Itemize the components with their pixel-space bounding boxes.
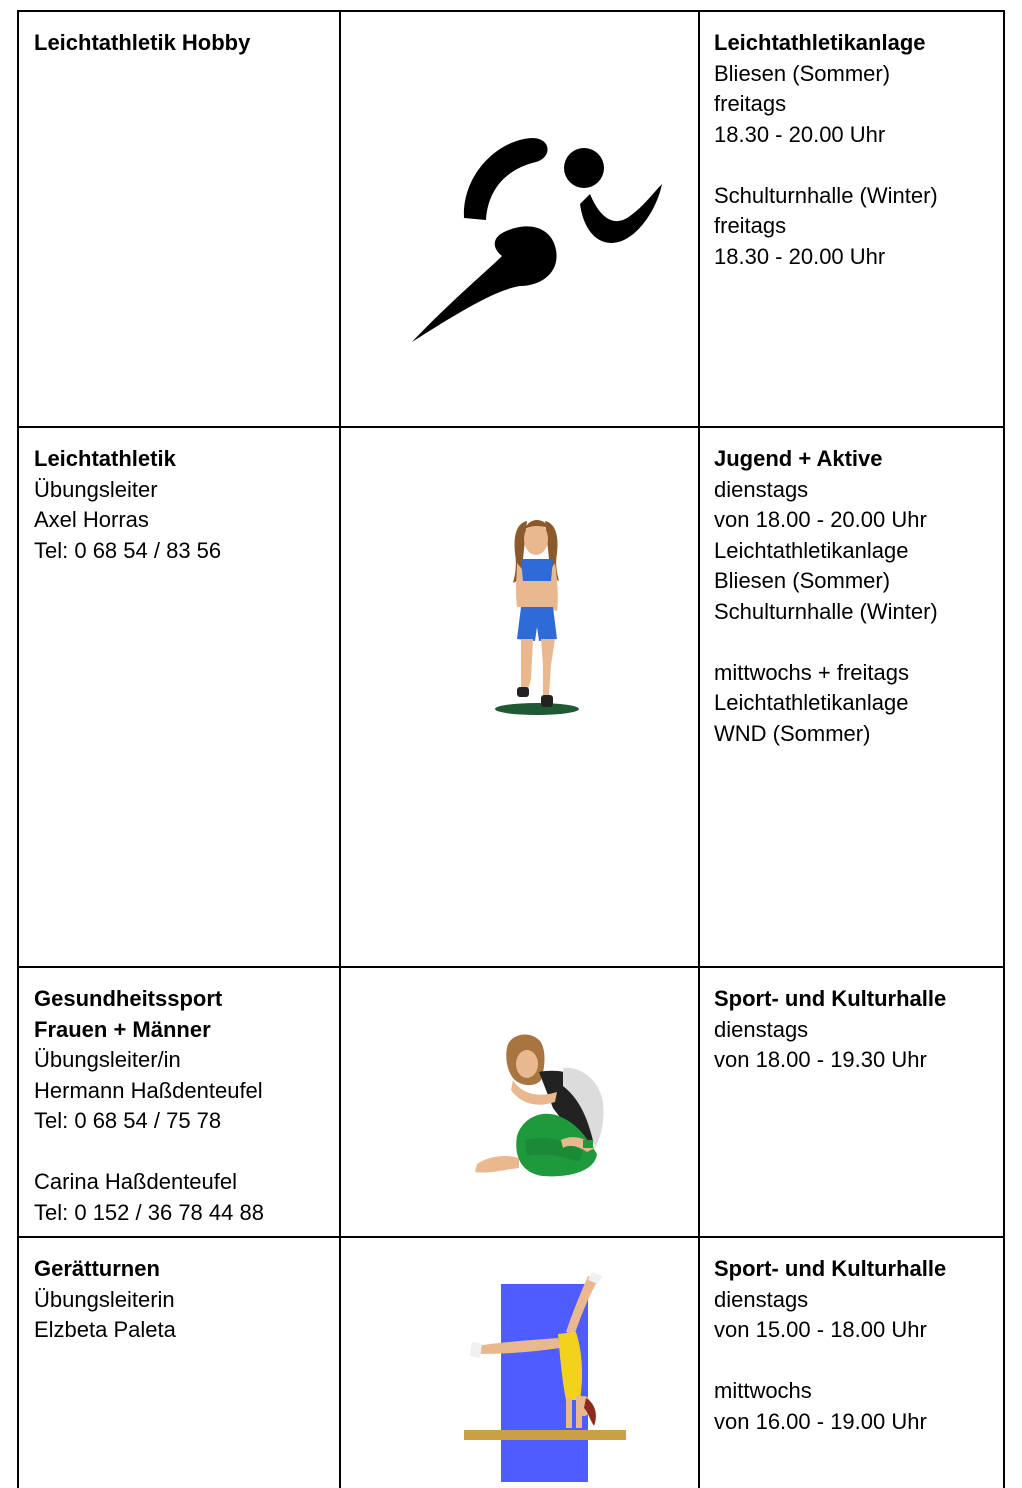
row2-left-cell (34, 444, 334, 566)
column-divider (339, 10, 341, 1488)
cell-text: Tel: 0 68 54 / 83 56 (34, 537, 222, 563)
spacer (34, 1137, 334, 1168)
row1-right-cell (714, 28, 1004, 272)
row-divider (17, 426, 1005, 428)
cell-text: freitags (714, 91, 787, 116)
sports-schedule-table (17, 10, 1005, 1488)
cell-text: von 16.00 - 19.00 Uhr (714, 1408, 927, 1434)
cell-text: von 18.00 - 19.30 Uhr (714, 1047, 927, 1072)
cell-text: Hermann Haßdenteufel (34, 1077, 263, 1103)
cell-text: Schulturnhalle (Winter) (714, 598, 938, 624)
gymnast-handstand-illustration-icon (462, 1270, 632, 1482)
cell-heading: Leichtathletikanlage (714, 30, 926, 55)
cell-text: 18.30 - 20.00 Uhr (714, 243, 886, 269)
cell-text: Tel: 0 68 54 / 75 78 (34, 1108, 222, 1133)
cell-heading: Leichtathletik (34, 446, 176, 471)
cell-text: Carina Haßdenteufel (34, 1169, 238, 1194)
row3-right-cell (714, 984, 1004, 1076)
spacer (714, 627, 1004, 658)
row4-left-cell (34, 1254, 334, 1346)
cell-heading: Frauen + Männer (34, 1016, 211, 1042)
row-divider (17, 1236, 1005, 1238)
column-divider (698, 10, 700, 1488)
cell-text: dienstags (714, 1286, 809, 1312)
row2-right-cell (714, 444, 1004, 749)
cell-text: WND (Sommer) (714, 720, 871, 746)
cell-heading: Gerätturnen (34, 1256, 160, 1281)
row1-left-cell (34, 28, 334, 59)
female-runner-illustration-icon (487, 515, 597, 720)
cell-text: Elzbeta Paleta (34, 1317, 176, 1342)
cell-text: Übungsleiterin (34, 1286, 175, 1312)
cell-heading: Jugend + Aktive (714, 446, 883, 471)
cell-heading: Sport- und Kulturhalle (714, 1256, 947, 1281)
cell-text: dienstags (714, 476, 809, 502)
cell-text: Axel Horras (34, 507, 149, 532)
cell-text: Leichtathletikanlage (714, 537, 909, 563)
cell-text: Bliesen (Sommer) (714, 60, 891, 86)
table-border (17, 10, 1005, 12)
cell-text: Schulturnhalle (Winter) (714, 182, 938, 208)
table-border (17, 10, 19, 1488)
cell-heading: Leichtathletik Hobby (34, 30, 251, 55)
cell-text: Leichtathletikanlage (714, 690, 909, 715)
cell-text: mittwochs (714, 1378, 812, 1403)
cell-text: von 15.00 - 18.00 Uhr (714, 1317, 927, 1342)
cell-text: Bliesen (Sommer) (714, 568, 891, 593)
cell-text: dienstags (714, 1016, 809, 1042)
row-divider (17, 966, 1005, 968)
cell-text: von 18.00 - 20.00 Uhr (714, 507, 927, 532)
cell-heading: Gesundheitssport (34, 986, 223, 1011)
stretching-woman-illustration-icon (465, 1028, 615, 1178)
cell-text: Tel: 0 152 / 36 78 44 88 (34, 1199, 264, 1225)
cell-text: freitags (714, 213, 787, 238)
spacer (714, 150, 1004, 181)
running-athlete-pictogram-icon (392, 120, 672, 350)
spacer (714, 1346, 1004, 1377)
cell-heading: Sport- und Kulturhalle (714, 986, 947, 1011)
cell-text: mittwochs + freitags (714, 659, 910, 685)
cell-text: Übungsleiter (34, 476, 158, 502)
row3-left-cell (34, 984, 334, 1228)
row4-right-cell (714, 1254, 1004, 1437)
cell-text: 18.30 - 20.00 Uhr (714, 121, 886, 147)
cell-text: Übungsleiter/in (34, 1047, 181, 1072)
